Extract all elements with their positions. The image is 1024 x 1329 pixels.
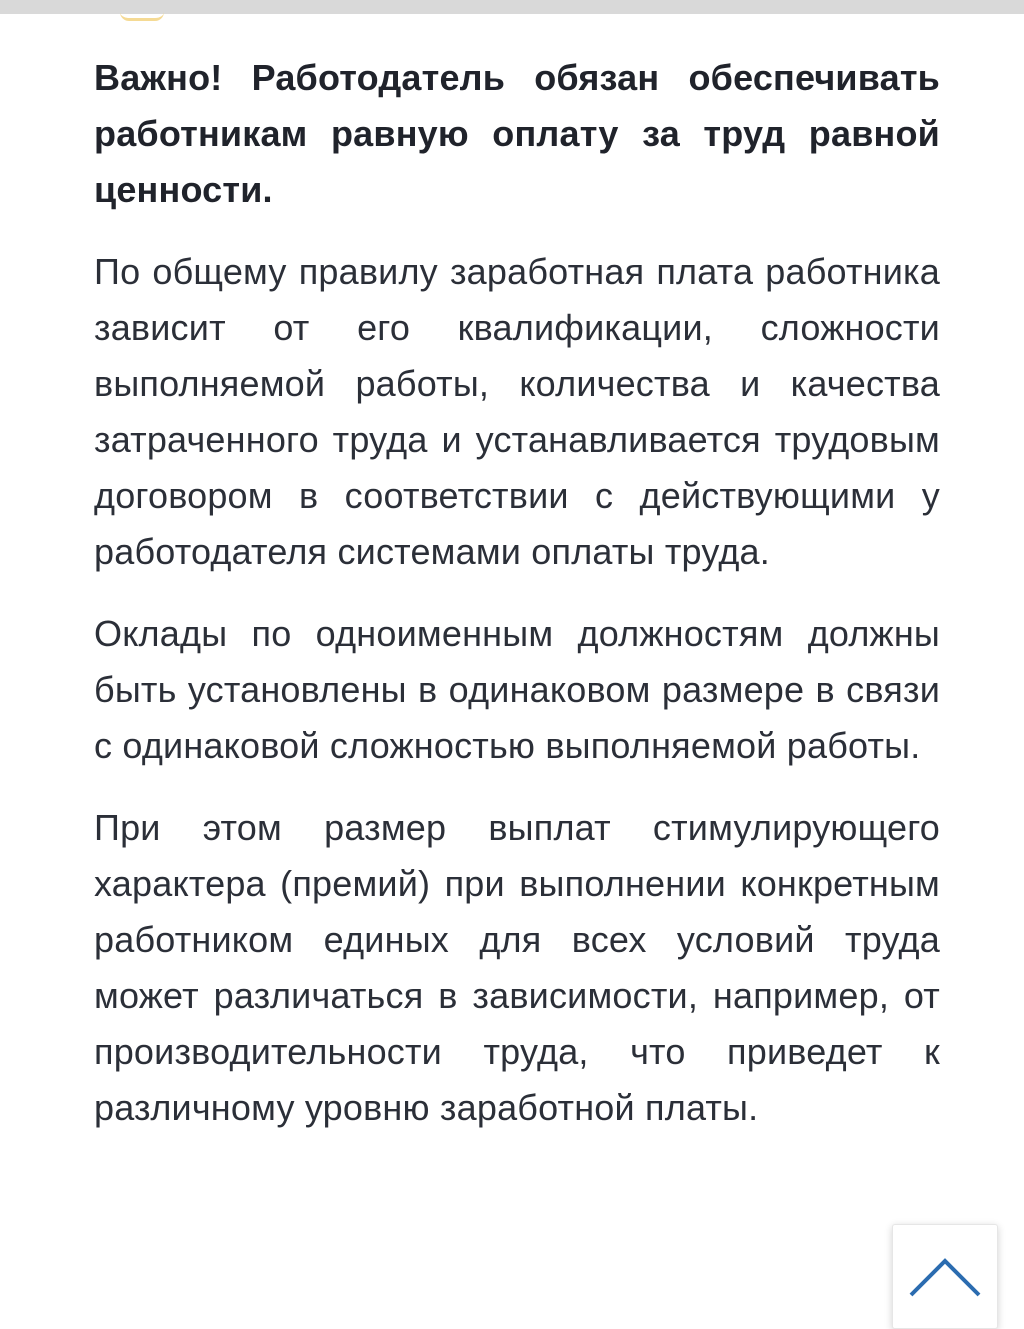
chevron-up-icon xyxy=(907,1255,983,1299)
paragraph-bonuses: При этом размер выплат стимулирующего характера (премий) при выполнении конкретным работником единых для всех условий труда может различаться в зависимости, например, от производительности труда, что приведет к различному уровню заработной платы. xyxy=(94,807,940,1128)
important-note: Важно! Работодатель обязан обеспечивать работникам равную оплату за труд равной ценности. xyxy=(94,57,940,210)
header-accent xyxy=(120,12,164,21)
paragraph-salary-rule: По общему правилу заработная плата работника зависит от его квалификации, сложности выполняемой работы, количества и качества затраченного труда и устанавливается трудовым договором в соответствии с действующими у работодателя системами оплаты труда. xyxy=(94,251,940,572)
scroll-to-top-button[interactable] xyxy=(892,1224,998,1329)
paragraph-equal-salaries: Оклады по одноименным должностям должны быть установлены в одинаковом размере в связи с одинаковой сложностью выполняемой работы. xyxy=(94,613,940,766)
article-body xyxy=(94,50,940,1136)
